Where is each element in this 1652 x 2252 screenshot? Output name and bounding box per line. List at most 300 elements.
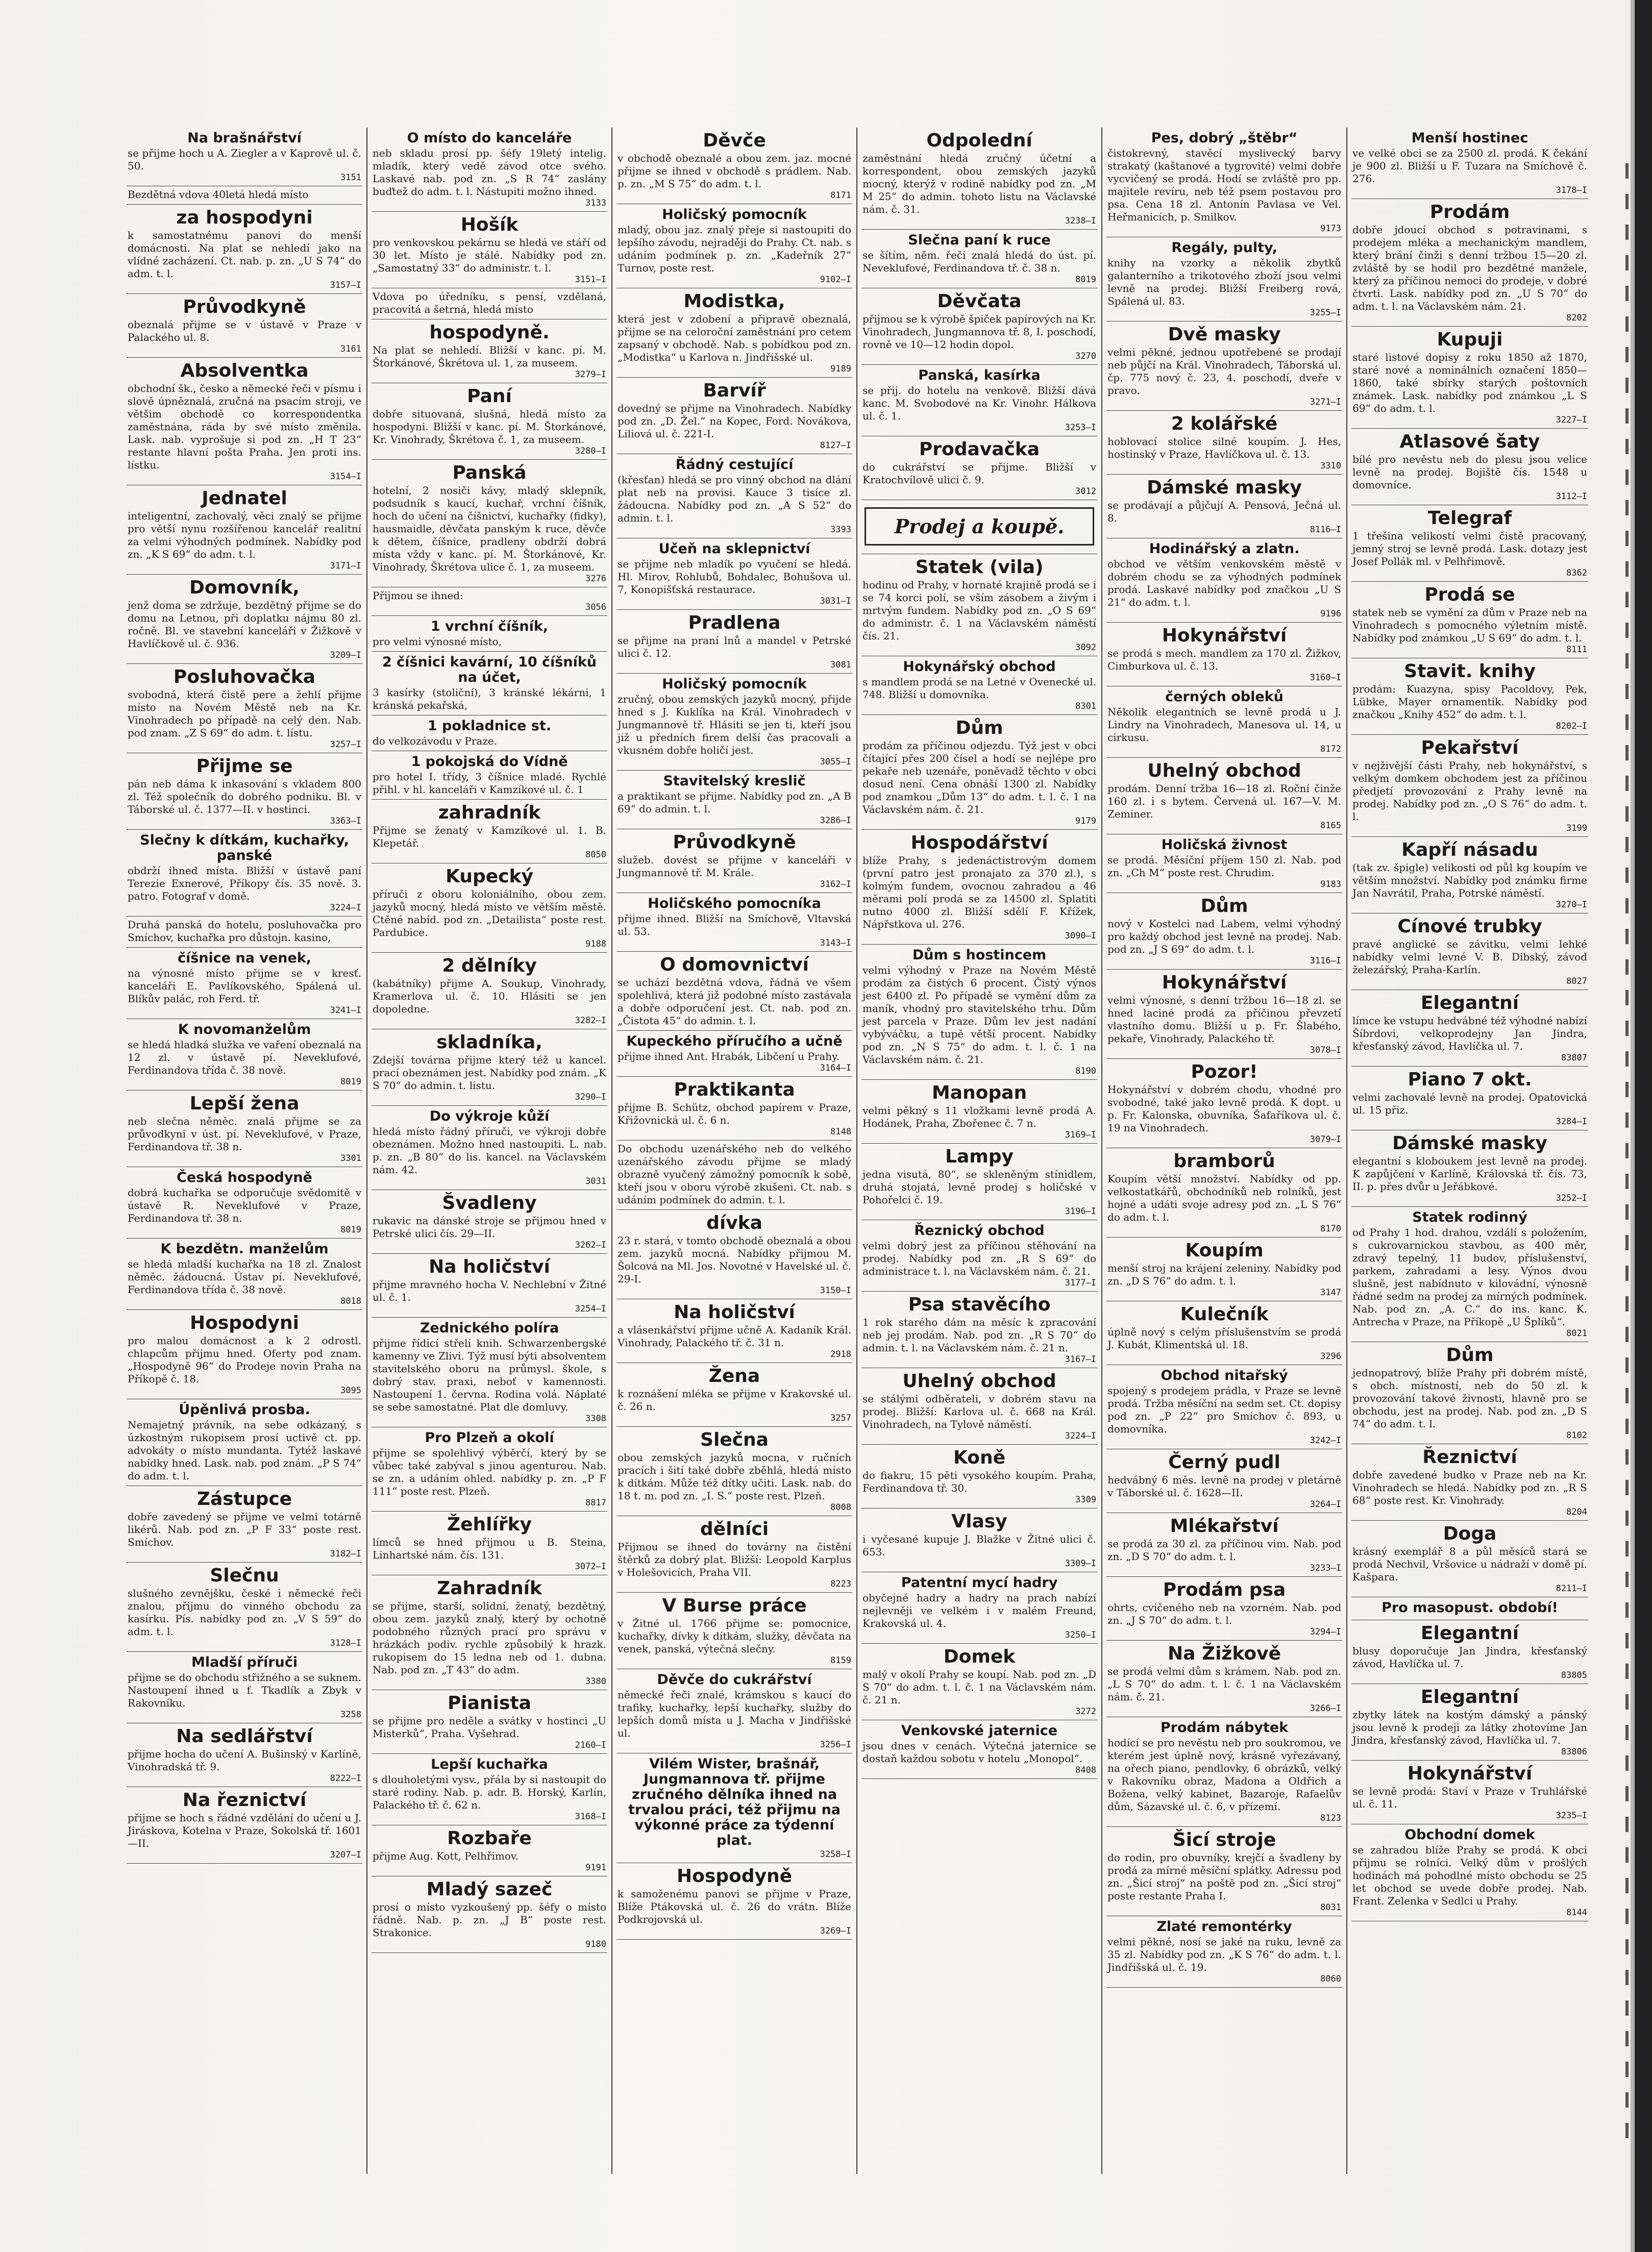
classified-ad <box>1106 128 1342 237</box>
ad-reference-number: 3290—I <box>575 1092 606 1102</box>
ad-heading: 1 pokladnice st. <box>427 718 552 734</box>
ad-text: Na plat se nehledí. Bližší v kanc. pí. M. Štorkánové, Škrétova ul. 1, za museem. <box>373 344 606 369</box>
ad-text: služeb. dovést se přijme v kanceláři v Jungmannově tř. M. Krále. <box>618 854 851 879</box>
ad-heading: Řeznický obchod <box>914 1223 1045 1239</box>
ad-text: obchodní šk., česko a německé řeči v písmu i slově úpněznalá, zručná na psacím stroji, ve většim obchodě co korrespondentka zaměstnána, ráda by své místo změnila. Lask. nab. vyprošuje si pod zn. „H T 23“ restante hlavní pošta Praha. Jen proti ins. lístku. <box>128 382 361 471</box>
ad-reference-number: 8019 <box>340 1225 361 1235</box>
classified-ad <box>617 1516 852 1593</box>
classified-ad <box>1106 623 1342 686</box>
ad-reference-number: 3294—I <box>1310 1627 1341 1637</box>
ad-reference-number: 3224—I <box>1065 1431 1096 1441</box>
classified-ad <box>127 1787 362 1864</box>
ad-heading: Atlasové šaty <box>1399 431 1540 452</box>
ad-heading: Odpolední <box>926 130 1032 151</box>
classified-ad <box>372 863 607 953</box>
ad-heading: Holičský pomocník <box>662 676 807 692</box>
ad-reference-number: 9102—I <box>820 275 851 285</box>
ad-text: dobrá kuchařka se odporučuje svědomitě v ústavě R. Neveklufové v Praze, Ferdinandova tř. 38 n. <box>128 1186 361 1224</box>
ad-reference-number: 3162—I <box>820 879 851 889</box>
ad-heading: Na brašnářství <box>187 130 302 146</box>
ad-text: přijme se do obchodu střižného a se suknem. Nastoupení ihned u f. Tkadlík a Zbyk v Rakovníku. <box>128 1671 361 1709</box>
ad-text: úplně nový s celým příslušenstvím se prodá J. Kubát, Klimentská ul. 18. <box>1107 1326 1341 1351</box>
ad-text: bílé pro nevěstu neb do plesu jsou velice levně na prodej. Bojiště čís. 1548 u domovníce. <box>1352 453 1587 491</box>
ad-reference-number: 3031 <box>585 1176 606 1186</box>
ad-text: od Prahy 1 hod. drahou, vzdálí s položením, s cukrovarnickou stavbou, as 400 měr, zdravý tepelný, 11 budov, příslušenství, parkem, zahradami a lesy. Výnos dvou slušně, jest nabídnuto v kilovádní, výnosně řádné sedm na prodej za mírných podmínek. Nab. pod zn. „A. C.“ do ins. kanc. K. Antrecha v Praze, na Příkopě „U Šplíků“. <box>1352 1226 1587 1328</box>
classified-ad <box>1351 1521 1588 1597</box>
ad-heading: Řeznictví <box>1422 1447 1517 1468</box>
classified-ad <box>617 1077 852 1141</box>
classified-ad <box>861 1445 1097 1508</box>
ad-heading: Přijme se <box>196 756 293 777</box>
ad-heading: Manopan <box>931 1082 1027 1103</box>
ad-text: na výnosné místo přijme se v kresť. kanceláři E. Pavlíkovského, Spálená ul. Blíkův palác, roh Ferd. tř. <box>128 967 361 1005</box>
ad-text: rukavic na dánské stroje se přijmou hned v Petrské ulici čís. 29—II. <box>373 1215 606 1240</box>
ad-reference-number: 3272 <box>1075 1706 1096 1717</box>
ad-heading: Holičský pomocník <box>662 207 807 222</box>
ad-text: hodinu od Prahy, v hornaté krajině prodá se i se 74 korci polí, se vším zásobem a živým i mrtvým fundem. Nabídky pod zn. „O S 69“ do administr. č. 1 na Václavském náměstí čís. 21. <box>862 579 1096 642</box>
ad-text: 23 r. stará, v tomto obchodě obeznalá a obou zem. jazyků mocná. Nabídky přijmou M. Šolcová na Ml. Jos. Novotné v Havelské ul. č. 29-I. <box>618 1234 851 1285</box>
ad-text: statek neb se vymění za dům v Praze neb na Vinohradech s pomocného výletním místě. Nabídky pod známkou „U S 69“ do adm. t. l. <box>1352 606 1587 644</box>
ad-heading: Pro masopust. období! <box>1382 1600 1558 1616</box>
ad-heading: Kulečník <box>1180 1304 1269 1325</box>
classified-ad <box>127 485 362 575</box>
classified-ad <box>1106 1059 1342 1148</box>
classified-ad <box>127 1652 362 1723</box>
ad-reference-number: 3242—I <box>1310 1436 1341 1446</box>
ad-heading: Stavitelský kreslič <box>663 773 806 789</box>
ad-heading: dívka <box>706 1212 762 1233</box>
ad-text: (křesťan) hledá se pro vinný obchod na dlání plat neb na provisi. Kauce 3 tisíce zl. žádoucna. Nabídky pod zn. „A S 52“ do admin. t. l. <box>618 474 851 524</box>
classified-ad <box>372 587 607 616</box>
classified-ad <box>861 945 1097 1080</box>
ad-reference-number: 3055—I <box>820 757 851 767</box>
ad-heading: Hošík <box>460 214 519 235</box>
ad-reference-number: 8018 <box>340 1296 361 1306</box>
classified-ad <box>1351 1761 1588 1824</box>
ad-text: do velkozávodu v Praze. <box>373 735 498 747</box>
ad-reference-number: 3199 <box>1566 823 1587 833</box>
ad-text: velmi pěkné, nosí se jaké na ruku, levně za 35 zl. Nabídky pod zn. „K S 76“ do adm. t. l. Jindřišská ul. č. 19. <box>1107 1936 1341 1973</box>
classified-ad <box>127 948 362 1019</box>
ad-reference-number: 9180 <box>585 1939 606 1949</box>
ad-heading: skladníka, <box>436 1032 543 1053</box>
classified-ad <box>1106 1365 1342 1449</box>
classified-ad <box>617 288 852 378</box>
ad-text: staré listové dopisy z roku 1850 až 1870, staré nové a nominálních označení 1850—1860, také sbírky starých poštovních známek. Lask. nabídky pod známkou „L S 69“ do adm. t. l. <box>1352 351 1587 414</box>
ad-heading: Telegraf <box>1427 508 1512 529</box>
ad-reference-number: 3227—I <box>1556 415 1587 425</box>
ad-reference-number: 3308 <box>585 1414 606 1424</box>
classified-ad <box>372 1690 607 1754</box>
ad-text: čistokrevný, stavěcí myslivecký barvy strakatý (kaštanové a tygrovité) velmi dobře vycvičený se prodá. Hodí se zvláště pro pp. majitele revíru, neb též psem postavou pro psa. Cena 18 zl. Antonín Pavlasa ve Vel. Heřmanicích, p. Smilkov. <box>1107 147 1341 223</box>
ad-text: hodící se pro nevěstu neb pro soukromou, ve kterém jest úplně nový, krásně vyřezávaný, na ořech piano, pendlovky, 6 obrázků, velký v Rakovníku obraz, Madona a Oldřich a Božena, velký kabinet, Bazaroje, Rafaelův dům, Sázavské ul. č. 6, v přízemí. <box>1107 1737 1341 1813</box>
ad-reference-number: 8223 <box>830 1579 851 1589</box>
classified-ad <box>1351 658 1588 735</box>
ad-text: hoblovací stolice silné koupím. J. Hes, hostinský v Praze, Havlíčkova ul. č. 13. <box>1107 435 1341 460</box>
classified-ad <box>372 212 607 288</box>
classified-ad <box>617 128 852 204</box>
ad-reference-number: 3150—I <box>820 1285 851 1296</box>
ad-text: se přijme hoch u A. Ziegler a v Kaprově ul. č. 50. <box>128 147 361 172</box>
classified-ad <box>372 715 607 751</box>
classified-ad <box>372 751 607 800</box>
ad-reference-number: 3168—I <box>575 1812 606 1822</box>
ad-reference-number: 3276 <box>585 574 606 584</box>
ad-reference-number: 8202 <box>1566 313 1587 323</box>
classified-ad <box>1106 758 1342 834</box>
classified-ad <box>1106 1449 1342 1513</box>
ad-heading: Do výkroje kůží <box>429 1108 550 1124</box>
ad-text: ohrts, cvičeného neb na vzorném. Nab. pod zn. „J S 70“ do adm. t. l. <box>1107 1601 1341 1626</box>
ad-heading: Statek rodinný <box>1412 1209 1527 1225</box>
ad-heading: Dům <box>1446 1345 1494 1366</box>
classified-ad <box>617 454 852 538</box>
ad-reference-number: 2160—I <box>575 1740 606 1750</box>
ad-reference-number: 8165 <box>1320 821 1341 831</box>
classified-ad <box>1106 1148 1342 1238</box>
classified-ad <box>861 1292 1097 1368</box>
ad-heading: Vilém Wister, brašnář, Jungmannova tř. přijme zručného dělníka ihned na trvalou práci, též přijmu na výkonné práce za týdenní plat. <box>628 1756 841 1848</box>
ad-column-3 <box>612 128 857 2174</box>
ad-heading: Kupuji <box>1437 329 1503 350</box>
ad-heading: za hospodyni <box>176 207 313 228</box>
ad-heading: Elegantní <box>1420 993 1519 1013</box>
classified-ad <box>1106 686 1342 758</box>
classified-ad <box>372 1427 607 1512</box>
ad-text: k roznášení mléka se přijme v Krakovské ul. č. 26 n. <box>618 1388 851 1413</box>
ad-heading: Česká hospodyně <box>177 1170 312 1185</box>
classified-ad <box>1106 1301 1342 1365</box>
ad-reference-number: 3209—I <box>330 650 361 660</box>
ad-reference-number: 3258 <box>340 1710 361 1720</box>
ad-heading: zahradník <box>438 802 541 823</box>
classified-ad <box>861 1368 1097 1445</box>
ad-reference-number: 3092 <box>1075 642 1096 653</box>
classified-ad <box>617 1753 852 1863</box>
ad-heading: Pes, dobrý „štěbr“ <box>1151 130 1298 146</box>
ad-text: svobodná, která čistě pere a žehlí přijme místo na Novém Městě neb na Kr. Vinohradech po případě na celý den. Nab. pod znam. „Z S 69“ do adm. t. lístu. <box>128 688 361 739</box>
ad-heading: černých obleků <box>1165 689 1284 705</box>
ad-heading: K novomanželům <box>178 1022 311 1037</box>
ad-text: velmi výhodný v Praze na Novém Městě prodám za čistých 6 procent. Čistý výnos jest 6400 zl. Po případě se vymění dům za maník, vhodný pro stavitelského trhu. Dům jest parcela v Praze. Dům lev jest nadání vybýváčku, a tupě větší procent. Nabídky pod zn. „N S 75“ do adm. t. l. č. 1 na Václavském nám. č. 21. <box>862 964 1096 1066</box>
ad-heading: Černý pudl <box>1168 1452 1280 1473</box>
classified-ad <box>372 460 607 587</box>
classified-ads-grid <box>122 128 1597 2174</box>
ad-heading: Dvě masky <box>1168 324 1281 345</box>
ad-text: přijme se spolehlivý výběrčí, který by se vůbec také zabýval s jinou agenturou. Nab. se zn. a udáním ohled. nabídky p. zn. „P F 111“ poste rest. Plzeň. <box>373 1447 606 1497</box>
ad-heading: Dům <box>1200 896 1248 917</box>
ad-reference-number: 9191 <box>585 1863 606 1873</box>
ad-text: blusy doporučuje Jan Jindra, křesťanský závod, Havlíčka ul. 7. <box>1352 1645 1587 1670</box>
ad-heading: Slečny k dítkám, kuchařky, panské <box>140 832 349 863</box>
ad-reference-number: 3284—I <box>1556 1117 1587 1127</box>
ad-heading: Modistka, <box>683 291 785 312</box>
ad-text: s mandlem prodá se na Letné v Ovenecké ul. 748. Bližší u domovníka. <box>862 676 1096 701</box>
ad-reference-number: 8159 <box>830 1655 851 1666</box>
classified-ad <box>127 1399 362 1486</box>
ad-heading: Psa stavěcího <box>908 1294 1051 1315</box>
classified-ad <box>1351 990 1588 1067</box>
ad-text: dobře zavedený se přijme ve velmi totárně likérů. Nab. pod zn. „P F 33“ poste rest. Smíchov. <box>128 1511 361 1548</box>
ad-reference-number: 2918 <box>830 1349 851 1359</box>
ad-reference-number: 8116—I <box>1310 525 1341 535</box>
classified-ad <box>617 1363 852 1427</box>
ad-heading: Rozbaře <box>447 1828 532 1849</box>
ad-text: velmi dobrý jest za příčinou stěhování na prodej. Nabídky pod zn. „R S 69“ do administrace t. l. na Václavském nám. č. 21. <box>862 1240 1096 1277</box>
ad-text: dovedný se přijme na Vinohradech. Nabídky pod zn. „D. Žel.“ na Kopec, Ford. Novákova, Liliová ul. č. 221-I. <box>618 402 851 440</box>
ad-heading: Hodinářský a zlatn. <box>1149 541 1300 557</box>
ad-heading: Pianista <box>448 1693 531 1714</box>
ad-heading: Lepší žena <box>189 1093 300 1114</box>
ad-text: se přij. do hotelu na venkově. Bližší dává kanc. M. Svobodové na Kr. Vinohr. Hálkova ul. č. 1. <box>862 384 1096 422</box>
classified-ad <box>127 1563 362 1652</box>
ad-text: prodám. Denní tržba 16—18 zl. Roční činže 160 zl. i s bytem. Červená ul. 167—V. M. Zeminer. <box>1107 782 1341 820</box>
classified-ad <box>372 383 607 460</box>
ad-reference-number: 8123 <box>1320 1813 1341 1823</box>
ad-heading: 2 číšnici kavární, 10 číšníků na účet, <box>382 654 597 685</box>
classified-ad <box>372 1106 607 1190</box>
classified-ad <box>1106 538 1342 623</box>
ad-heading: Patentní mycí hadry <box>901 1575 1058 1591</box>
ad-text: (tak zv. špigle) velikosti od půl kg koupím ve větším množství. Nabídky pod známku firme Jan Navrátil, Praha, Potrské náměstí. <box>1352 861 1587 899</box>
ad-reference-number: 3151 <box>340 172 361 183</box>
classified-ad <box>1351 1342 1588 1444</box>
ad-reference-number: 3241—I <box>330 1005 361 1016</box>
ad-reference-number: 3161 <box>340 344 361 354</box>
section-heading-box: Prodej a koupě. <box>865 507 1094 546</box>
classified-ad <box>372 953 607 1029</box>
ad-heading: Piano 7 okt. <box>1408 1069 1532 1090</box>
classified-ad <box>617 1669 852 1753</box>
classified-ad <box>861 1220 1097 1292</box>
ad-heading: Na holičství <box>429 1256 550 1277</box>
ad-text: pro velmi výnosné místo, <box>373 635 502 648</box>
classified-ad <box>861 365 1097 436</box>
ad-heading: Na řeznictví <box>182 1790 307 1811</box>
ad-reference-number: 3282—I <box>575 1016 606 1026</box>
ad-heading: 2 dělníky <box>442 955 537 976</box>
page-fold-shadow <box>1631 0 1635 2252</box>
ad-text: přijme hocha do učení A. Bušinský v Karlíně, Vinohradská tř. 9. <box>128 1748 361 1773</box>
classified-ad <box>1106 1717 1342 1827</box>
ad-reference-number: 3238—I <box>1065 216 1096 226</box>
ad-heading: Panská <box>452 462 527 483</box>
ad-reference-number: 8204 <box>1566 1507 1587 1517</box>
ad-text: Vdova po úředníku, s pensí, vzdělaná, pracovitá a šetrná, hledá místo <box>373 290 606 315</box>
classified-ad <box>127 1486 362 1563</box>
classified-ad <box>372 1029 607 1106</box>
ad-reference-number: 3182—I <box>330 1549 361 1559</box>
ad-reference-number: 83806 <box>1561 1747 1587 1757</box>
ad-text: hotelní, 2 nosiči kávy, mladý sklepník, podsudník s kaucí, kuchař, vrchní číšník, hoch do učení na číšnictví, kuchařky (fidky), hausmaidle, děvčata panským k ruce, děvče k dětem, číšnice, pradleny obdrží dobrá místa vždy v kanc. pí. M. Štorkánové, Kr. Vinohrady, Škrétova ulice č. 1, za museem. <box>373 484 606 573</box>
ad-text: dobře zavedené budko v Praze neb na Kr. Vinohradech se hledá. Nabídky pod zn. „R S 68“ poste rest. Kr. Vinohrady. <box>1352 1469 1587 1506</box>
ad-text: 3 kasírky (stoliční), 3 kránské lékárni, 1 kránská pekařská, <box>373 686 606 711</box>
classified-ad <box>372 319 607 383</box>
ad-reference-number: 3147 <box>1320 1288 1341 1298</box>
ad-text: inteligentní, zachovalý, věci znalý se přijme pro větší nynu rozšířenou kancelář realitní za velmi výhodných podmínek. Nabídky pod zn. „K S 69“ do adm. t. l. <box>128 510 361 560</box>
classified-ad <box>1106 1827 1342 1916</box>
ad-heading: Panská, kasírka <box>918 367 1041 383</box>
ad-text: obyčejné hadry a hadry na prach nabízí nejlevněji ve velkém i v malém Freund, Krakovská ul. 4. <box>862 1592 1096 1629</box>
ad-reference-number: 9183 <box>1320 879 1341 889</box>
ad-reference-number: 83805 <box>1561 1670 1587 1680</box>
classified-ad <box>372 616 607 652</box>
ad-heading: Absolventka <box>180 360 309 381</box>
ad-text: jednopatrový, blíže Prahy při dobrém místě, s obch. místností, neb do 50 zl. k provozování takové živnosti, hlavně pro se obchodu, jest na prodej. Nab. pod zn. „D S 74“ do adm. t. l. <box>1352 1367 1587 1430</box>
classified-ad <box>617 1593 852 1669</box>
ad-heading: Regály, pulty, <box>1171 240 1277 256</box>
ad-heading: Pradlena <box>688 612 781 633</box>
ad-reference-number: 8301 <box>1075 701 1096 711</box>
ad-reference-number: 3233—I <box>1310 1563 1341 1573</box>
classified-ad <box>617 1141 852 1210</box>
ad-reference-number: 3133 <box>585 198 606 208</box>
ad-heading: Šicí stroje <box>1172 1829 1276 1850</box>
ad-heading: Statek (vila) <box>915 557 1044 578</box>
ad-heading: Dámské masky <box>1392 1133 1547 1154</box>
ad-heading: Prodám <box>1429 202 1510 222</box>
ad-reference-number: 3310 <box>1320 461 1341 471</box>
ad-text: 1 třešina velikostí velmi čistě pracovaný, jemný stroj se levně prodá. Lask. dotazy jest Josef Pollák ml. v Pelhřimově. <box>1352 530 1587 567</box>
ad-heading: Děvče do cukrářství <box>657 1672 812 1688</box>
classified-ad <box>617 1299 852 1363</box>
classified-ad <box>1351 837 1588 913</box>
ad-heading: Mladý sazeč <box>426 1879 553 1900</box>
classified-ad <box>127 128 362 186</box>
classified-ad <box>1351 1597 1588 1620</box>
ad-heading: Posluhovačka <box>173 666 316 687</box>
ad-reference-number: 8019 <box>1075 275 1096 285</box>
classified-ad <box>617 893 852 952</box>
ad-text: se prodá velmi dům s krámem. Nab. pod zn. „L S 70“ do adm. t. l. č. 1 na Václavském nám. č. 21. <box>1107 1665 1341 1703</box>
ad-text: jedna visutá, 80“, se skleněným stínidlem, druhá stojatá, levně prodej s holičské v Pohořelci č. 19. <box>862 1168 1096 1206</box>
ad-reference-number: 3116—I <box>1310 956 1341 966</box>
ad-text: zbytky látek na kostým dámský a pánský jsou levně k prodeji za látky zhotovíme Jan Jindra, křesťanský závod, Havlíčka ul. 7. <box>1352 1709 1587 1746</box>
ad-text: v Žitné ul. 1766 přijme se: pomocnice, kuchařky, dívky k dítkám, služky, děvčata na venek, panská, výtečná slečny. <box>618 1617 851 1655</box>
ad-heading: Průvodkyně <box>183 296 306 317</box>
ad-reference-number: 8202—I <box>1556 721 1587 731</box>
ad-text: zaměstnání hledá zručný účetní a korrespondent, obou zemských jazyků mocný, kterýž v rodině nabídky pod zn. „M M 25“ do admin. tohoto listu na Václavské nám. č. 31. <box>862 152 1096 215</box>
classified-ad <box>1351 1130 1588 1207</box>
ad-text: Bezdětná vdova 40letá hledá místo <box>128 188 309 201</box>
ad-reference-number: 8050 <box>585 850 606 860</box>
classified-ad <box>127 358 362 485</box>
ad-text: pán neb dáma k inkasování s vkladem 800 zl. Též společník do dobrého podniku. Bl. v Táborské ul. č. 1377—II. v hostinci. <box>128 778 361 815</box>
ad-reference-number: 3286—I <box>820 815 851 826</box>
ad-reference-number: 3081 <box>830 660 851 670</box>
ad-text: se šítím, něm. řeči znalá hledá do úst. pí. Neveklufové, Ferdinandova tř. č. 38 n. <box>862 249 1096 274</box>
classified-ad <box>127 1019 362 1091</box>
classified-ad <box>372 1254 607 1318</box>
ad-reference-number: 3095 <box>340 1385 361 1396</box>
ad-heading: Koně <box>953 1447 1006 1468</box>
ad-reference-number: 3143—I <box>820 938 851 948</box>
ad-reference-number: 3262—I <box>575 1240 606 1250</box>
ad-heading: bramborů <box>1173 1151 1275 1172</box>
classified-ad <box>861 436 1097 500</box>
classified-ad <box>1106 1641 1342 1717</box>
classified-ad <box>127 205 362 294</box>
classified-ad <box>1106 1916 1342 1988</box>
classified-ad <box>1106 893 1342 970</box>
ad-reference-number: 3079—I <box>1310 1134 1341 1145</box>
classified-ad <box>617 771 852 829</box>
ad-heading: Hokynářství <box>1407 1763 1533 1784</box>
ad-text: dobře jdoucí obchod s potravinami, s prodejem mléka a mechanickým mandlem, který brání činži s denní tržbou 15—20 zl. zvláště by se hodil pro bezdětné manžele, který za příčinou nemoci do prodeje, v dobré čtvrti. Lask. nabídky pod zn. „U S 70“ do adm. t. l. na Václavském nám. 21. <box>1352 224 1587 312</box>
classified-ad <box>127 1310 362 1399</box>
classified-ad <box>1106 321 1342 411</box>
classified-ad <box>861 1644 1097 1720</box>
ad-reference-number: 3151—I <box>575 275 606 285</box>
ad-reference-number: 3056 <box>585 602 606 612</box>
classified-ad <box>617 952 852 1031</box>
ad-reference-number: 3128—I <box>330 1638 361 1648</box>
ad-reference-number: 8027 <box>1566 976 1587 986</box>
ad-text: německé řeči znalé, krámskou s kaucí do trafiky, kuchařky, lepší kuchařky, služby do lepších domů místa u J. Macha v Jindřišské ul. <box>618 1689 851 1739</box>
classified-ad <box>617 378 852 454</box>
ad-text: Nemajetný právník, na sebe odkázaný, s úzkostným rukopisem prosí uctivě ct. pp. advokáty o místo mundanta. Tytéž laskavé nabídky hned. Lask. nab. pod znám. „P S 74“ do adm. t. l. <box>128 1419 361 1482</box>
ad-text: která jest v zdobení a připravě obeznalá, přijme se na celoroční zaměstnání pro cetem zapsaný v obchodě. Nab. s pobídkou pod zn. „Modistka“ u Karlova n. Jindřišské ul. <box>618 313 851 363</box>
ad-text: pro malou domácnost a k 2 odrostl. chlapcům přijmu hned. Oferty pod znam. „Hospodyně 96“ do Prodeje novin Praha na Příkopě č. 18. <box>128 1334 361 1385</box>
classified-ad <box>372 288 607 319</box>
ad-column-6 <box>1347 128 1592 2174</box>
ad-reference-number: 3280—I <box>575 446 606 456</box>
ad-heading: Jednatel <box>202 488 287 509</box>
ad-reference-number: 3254—I <box>575 1304 606 1314</box>
ad-text: přijme Aug. Kott, Pelhřimov. <box>373 1850 519 1862</box>
ad-reference-number: 8144 <box>1566 1908 1587 1918</box>
ad-reference-number: 3078—I <box>1310 1045 1341 1055</box>
ad-heading: Lampy <box>945 1146 1014 1167</box>
ad-reference-number: 3296 <box>1320 1351 1341 1362</box>
ad-reference-number: 3271—I <box>1310 397 1341 407</box>
ad-text: přijmou se k výrobě špiček papírových na Kr. Vinohradech, Jungmannova tř. 8, I. poschodí, rovně ve 10—12 hodin dopol. <box>862 313 1096 351</box>
ad-heading: Řádný cestující <box>675 457 794 473</box>
ad-text: zručný, obou zemských jazyků mocný, přijde hned s J. Kuklíka na Král. Vinohradech v Jungmannově tř. Hlásiti se jen ti, kteří jsou již u předních firem delší čas pracovali a vkusném dobře holičí jest. <box>618 693 851 756</box>
ad-text: 1 rok starého dám na měsíc k zpracování neb jej prodám. Nab. pod zn. „R S 70“ do admin. t. l. na Václavském nám. č. 21 n. <box>862 1316 1096 1354</box>
classified-ad <box>861 554 1097 656</box>
ad-reference-number: 3167—I <box>1065 1354 1096 1365</box>
ad-reference-number: 3235—I <box>1556 1811 1587 1821</box>
ad-text: a praktikant se přijme. Nabídky pod zn. „A B 69“ do admin. t. l. <box>618 790 851 815</box>
ad-text: knihy na vzorky a několik zbytků galanterního a trikotového zboží jsou velmi levně na prodej. Bližší Freiberg rová, Spálená ul. 83. <box>1107 257 1341 307</box>
ad-heading: Hospodářství <box>910 832 1048 853</box>
ad-heading: Domek <box>943 1646 1016 1667</box>
ad-heading: Hospodyni <box>190 1313 299 1333</box>
ad-text: Zdejší továrna přijme který též u kancel. prací obeznámen jest. Nabídky pod znám. „K S 70“ do admin. t. listu. <box>373 1054 606 1092</box>
ad-text: se přijme pro neděle a svátky v hostinci „U Misterků“, Praha. Vyšehrad. <box>373 1715 606 1740</box>
ad-text: blíže Prahy, s jedenáctistrovým domem (první patro jest pronajato za 370 zl.), s kolmým fundem, ovocnou zahradou a 46 měrami polí prodá se za 14500 zl. Splatiti nutno 4000 zl. Bližší sdělí F. Křížek, Nápřstkova ul. 276. <box>862 854 1096 930</box>
classified-ad <box>372 128 607 212</box>
ad-text: se zahradou blíže Prahy se prodá. K obci přijmu se rolníci. Velký dům v prošlých hodinách má pohodlné místo obchodu se 25 let obchod se uvede dobře prodej. Nab. Frant. Zelenka v Sedlci u Prahy. <box>1352 1844 1587 1907</box>
ad-reference-number: 3112—I <box>1556 491 1587 502</box>
ad-text: se prodávají a půjčují A. Pensová, Ječná ul. 8. <box>1107 499 1341 524</box>
classified-ad <box>1351 1620 1588 1684</box>
ad-heading: Kapří násadu <box>1401 839 1538 860</box>
ad-text: v nejživější části Prahy, neb hokynářství, s velkým domkem obchodem jest za příčinou předjetí provozování z Prahy levně na prodej. Nabídky pod zn. „O S 76“ do adm. t. l. <box>1352 759 1587 823</box>
classified-ad <box>617 610 852 674</box>
ad-heading: Uhelný obchod <box>902 1371 1056 1392</box>
classified-ad <box>861 656 1097 715</box>
classified-ad <box>861 230 1097 288</box>
ad-heading: Vlasy <box>951 1511 1007 1532</box>
ad-heading: O domovnictví <box>660 954 809 975</box>
classified-ad <box>372 1575 607 1690</box>
ad-reference-number: 9173 <box>1320 224 1341 234</box>
ad-heading: Průvodkyně <box>673 832 796 853</box>
classified-ad <box>1106 1238 1342 1301</box>
ad-text: se přijme na praní lnů a mandel v Petrské ulici č. 12. <box>618 634 851 659</box>
